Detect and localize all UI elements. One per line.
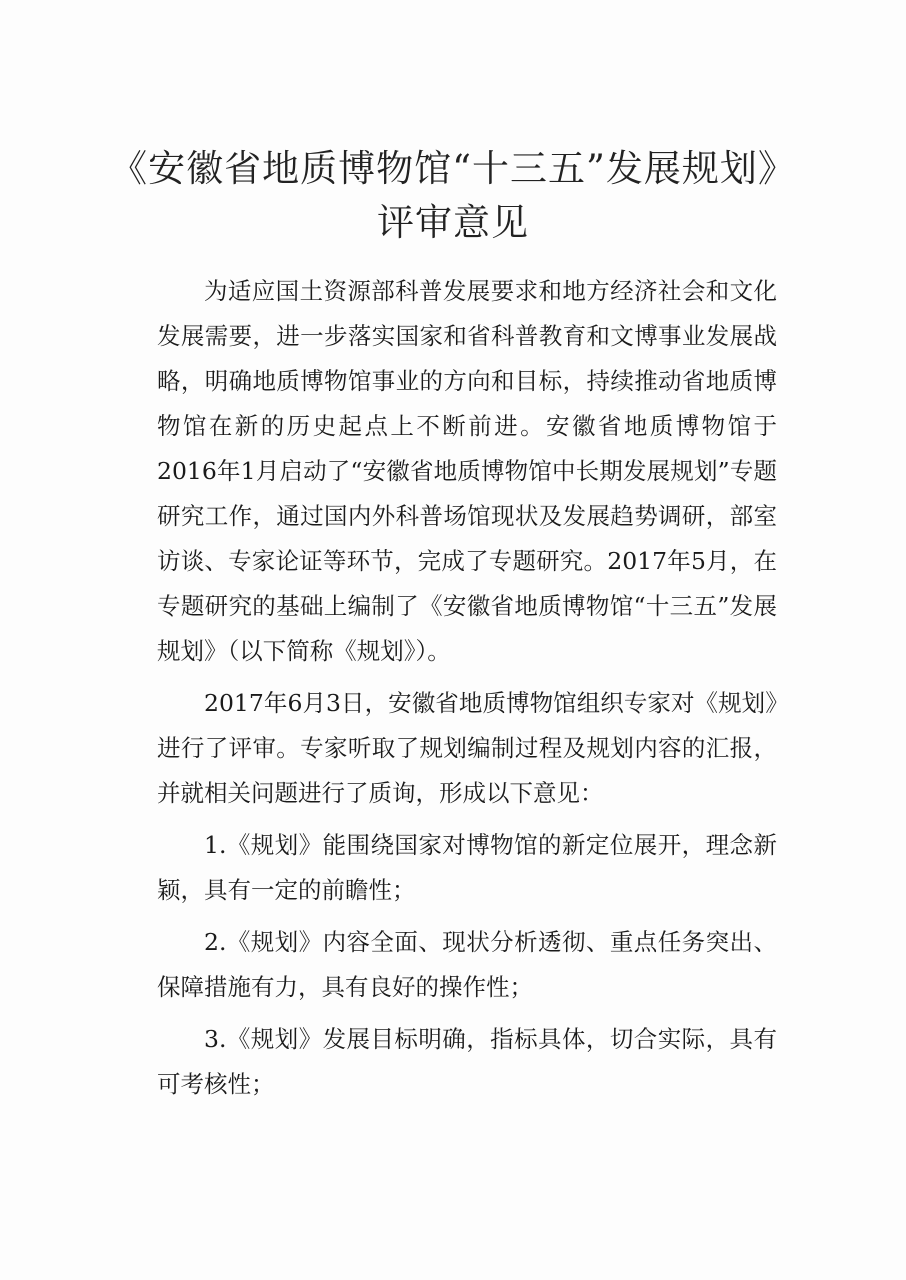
opinion-item-3: 3.《规划》发展目标明确，指标具体，切合实际，具有可考核性； [157, 1025, 777, 1098]
paragraph-review: 2017年6月3日，安徽省地质博物馆组织专家对《规划》进行了评审。专家听取了规划编制过程及规划内容的汇报，并就相关问题进行了质询，形成以下意见： [157, 689, 777, 807]
opinion-item-2: 2.《规划》内容全面、现状分析透彻、重点任务突出、保障措施有力，具有良好的操作性； [157, 928, 777, 1001]
title-line-2: 评审意见 [377, 201, 529, 244]
document-body [157, 269, 777, 1114]
title-line-1: 《安徽省地质博物馆“十三五”发展规划》 [110, 147, 796, 190]
document-title [0, 142, 906, 250]
opinion-item-1: 1.《规划》能围绕国家对博物馆的新定位展开，理念新颖，具有一定的前瞻性； [157, 831, 777, 904]
paragraph-intro: 为适应国土资源部科普发展要求和地方经济社会和文化发展需要，进一步落实国家和省科普教育和文博事业发展战略，明确地质博物馆事业的方向和目标，持续推动省地质博物馆在新的历史起点上不断前进。安徽省地质博物馆于2016年1月启动了“安徽省地质博物馆中长期发展规划”专题研究工作，通过国内外科普场馆现状及发展趋势调研，部室访谈、专家论证等环节，完成了专题研究。2017年5月，在专题研究的基础上编制了《安徽省地质博物馆“十三五”发展规划》（以下简称《规划》）。 [157, 277, 777, 665]
